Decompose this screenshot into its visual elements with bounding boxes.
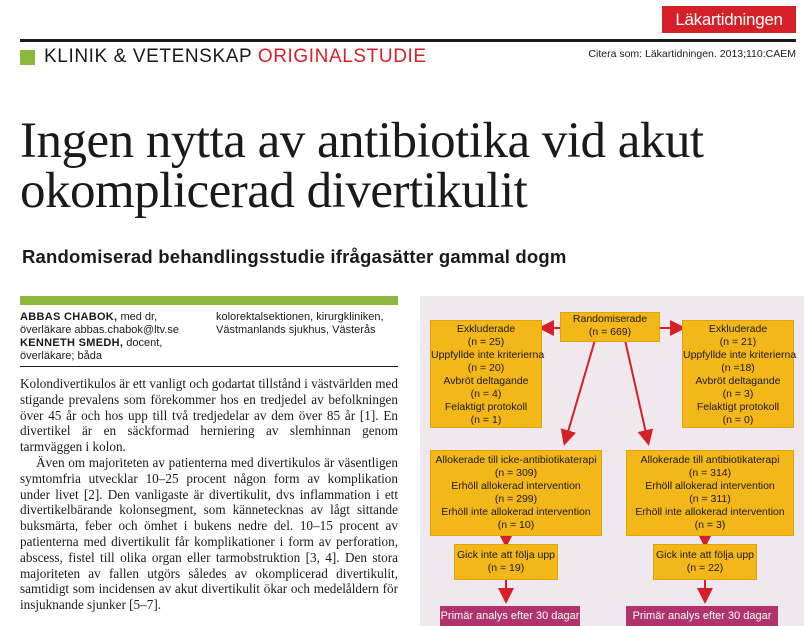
box-line: (n = 20)	[467, 362, 505, 374]
box-line: (n = 25)	[467, 336, 505, 348]
box-line: Randomiserade	[572, 313, 648, 325]
box-line: Gick inte att följa upp	[456, 549, 556, 561]
box-line: Allokerade till antibiotikaterapi	[640, 454, 780, 466]
box-line: (n = 669)	[588, 326, 632, 338]
box-line: (n = 10)	[497, 519, 535, 531]
article-title: Ingen nytta av antibiotika vid akut okomplicerad divertikulit	[20, 113, 704, 219]
box-line: Allokerade till icke-antibiotikaterapi	[435, 454, 597, 466]
paragraph: Även om majoriteten av patienterna med divertikulos är väsentligen symtomfria utvecklar 10–25 procent någon form av komplikation under livet [2]. Den vanligaste är divertikulit, dvs inflammation i ett divertikelbärande kolonsegment, som kännetecknas av lågt sittande buksmärta, feber och ömhet i bukens nedre del. 10–15 procent av patienterna med divertikulit får komplikationer i form av perforation, abscess, fistel till olika organ eller tarmobstruktion [3, 4]. Den stora majoriteten av fallen utgörs således av okomplicerad divertikulit, samtidigt som incidensen av akut divertikulit ökar och medelåldern för insjuknande sjunker [5–7].	[20, 454, 398, 613]
flowchart-figure	[420, 296, 804, 626]
box-line: (n = 21)	[719, 336, 757, 348]
box-line: (n = 22)	[686, 562, 724, 574]
box-line: Erhöll inte allokerad intervention	[441, 506, 591, 518]
arrow-to-allocated-right	[625, 340, 648, 442]
section-kicker: KLINIK & VETENSKAP	[44, 46, 252, 67]
box-line: (n = 0)	[722, 414, 754, 426]
lost-right-box	[653, 544, 757, 580]
box-line: (n = 311)	[689, 493, 731, 505]
box-line: Exkluderade	[708, 323, 768, 335]
paragraph: Kolondivertikulos är ett vanligt och godartat tillstånd i västvärlden med stigande prevalens som förekommer hos en tredjedel av befolkningen över 45 år och hos upp till två tredjedelar av dem över 85 år [1]. En divertikel är en säckformad herniering av slemhinnan genom tarmväggen i kolon.	[20, 376, 398, 455]
box-line: (n = 1)	[470, 414, 502, 426]
allocated-right-box	[626, 450, 794, 536]
box-line: (n =18)	[721, 362, 755, 374]
primary-right-box: Primär analys efter 30 dagar	[626, 606, 778, 626]
citation: Citera som: Läkartidningen. 2013;110:CAEM	[588, 48, 796, 60]
box-line: Uppfyllde inte kriterierna	[683, 349, 797, 361]
box-line: (n = 4)	[470, 388, 502, 400]
section-label	[44, 46, 427, 68]
excluded-left-box	[430, 320, 545, 428]
author-rule	[20, 366, 398, 367]
journal-logo: Läkartidningen	[662, 6, 796, 33]
author-block	[20, 311, 398, 363]
author-name: KENNETH SMEDH,	[20, 337, 124, 349]
author-detail: med dr, överläkare abbas.chabok@ltv.se	[20, 311, 179, 336]
author-name: ABBAS CHABOK,	[20, 311, 118, 323]
box-line: (n = 309)	[494, 467, 538, 479]
box-line: Avbröt deltagande	[695, 375, 781, 387]
box-line: Erhöll allokerad intervention	[645, 480, 775, 492]
section-rule	[20, 39, 796, 42]
box-line: Gick inte att följa upp	[655, 549, 755, 561]
box-line: Avbröt deltagande	[443, 375, 529, 387]
excluded-right-box	[682, 320, 797, 428]
article-subtitle: Randomiserad behandlingsstudie ifrågasätter gammal dogm	[22, 246, 567, 267]
body-text	[20, 376, 398, 613]
primary-left-box: Primär analys efter 30 dagar	[440, 606, 580, 626]
box-line: Felaktigt protokoll	[444, 401, 528, 413]
box-line: (n = 3)	[694, 519, 726, 531]
box-line: Exkluderade	[456, 323, 516, 335]
box-line: Felaktigt protokoll	[696, 401, 780, 413]
box-line: (n = 314)	[688, 467, 732, 479]
arrow-to-allocated-left	[565, 340, 595, 442]
box-line: (n = 19)	[487, 562, 525, 574]
author-bar	[20, 296, 398, 305]
box-line: Uppfyllde inte kriterierna	[431, 349, 545, 361]
box-line: Erhöll inte allokerad intervention	[635, 506, 785, 518]
box-line: Erhöll allokerad intervention	[451, 480, 581, 492]
author-1	[20, 311, 202, 337]
section-square-icon	[20, 50, 35, 65]
box-line: (n = 299)	[494, 493, 538, 505]
section-type: ORIGINALSTUDIE	[257, 46, 427, 67]
lost-left-box	[454, 544, 558, 580]
box-line: (n = 3)	[722, 388, 754, 400]
randomised-box	[560, 312, 660, 342]
allocated-left-box	[430, 450, 602, 536]
author-detail: docent, överläkare; båda kolorektalsektionen, kirurgkliniken, Västmanlands sjukhus, Västerås	[20, 311, 384, 362]
